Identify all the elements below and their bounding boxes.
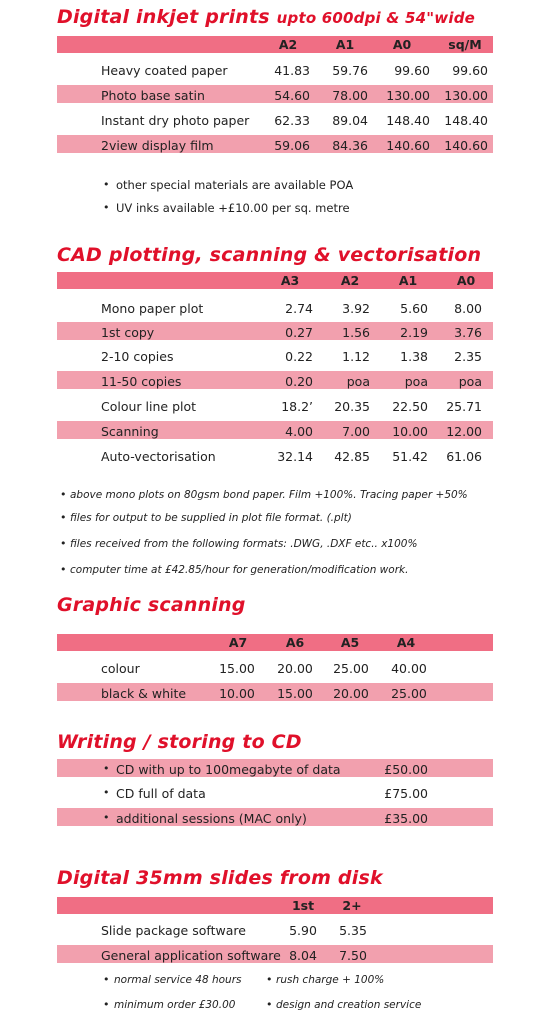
cad-note: computer time at £42.85/hour for generation/modification work. (70, 564, 409, 576)
bullet-dot: • (103, 178, 110, 191)
graphic-col-a5: A5 (340, 635, 360, 650)
slides-note: normal service 48 hours (114, 974, 242, 986)
graphic-col-a7: A7 (228, 635, 248, 650)
graphic-cell: 40.00 (391, 661, 427, 676)
inkjet-cell: 140.60 (386, 138, 430, 153)
bullet-dot: • (60, 563, 67, 576)
cad-cell: 42.85 (334, 449, 370, 464)
cad-cell: 1.56 (342, 325, 370, 340)
graphic-col-a6: A6 (285, 635, 305, 650)
inkjet-col-a1: A1 (335, 37, 355, 52)
cd-row-label: additional sessions (MAC only) (116, 811, 307, 826)
bullet-dot: • (103, 973, 110, 986)
slides-title: Digital 35mm slides from disk (57, 867, 383, 889)
cad-row-label: 1st copy (101, 325, 155, 340)
graphic-cell: 15.00 (219, 661, 255, 676)
inkjet-cell: 84.36 (332, 138, 368, 153)
cad-cell: 1.12 (342, 349, 370, 364)
inkjet-col-sqm: sq/M (448, 37, 482, 52)
slides-col-2plus: 2+ (342, 898, 362, 913)
inkjet-cell: 59.06 (274, 138, 310, 153)
inkjet-col-a0: A0 (392, 37, 412, 52)
cad-cell: 61.06 (446, 449, 482, 464)
inkjet-row-label: Photo base satin (101, 88, 205, 103)
cd-title: Writing / storing to CD (57, 731, 302, 753)
cad-row-label: Auto-vectorisation (101, 449, 216, 464)
cad-cell: 22.50 (392, 399, 428, 414)
graphic-cell: 20.00 (333, 686, 369, 701)
cad-cell: 25.71 (446, 399, 482, 414)
slides-note: minimum order £30.00 (114, 999, 236, 1011)
graphic-col-a4: A4 (396, 635, 416, 650)
bullet-dot: • (266, 998, 273, 1011)
cad-cell: poa (404, 374, 428, 389)
cad-title: CAD plotting, scanning & vectorisation (57, 244, 482, 266)
cad-row-label: 11-50 copies (101, 374, 182, 389)
inkjet-cell: 62.33 (274, 113, 310, 128)
cad-note: above mono plots on 80gsm bond paper. Film +100%. Tracing paper +50% (70, 489, 468, 501)
inkjet-cell: 130.00 (444, 88, 488, 103)
cad-note: files for output to be supplied in plot file format. (.plt) (70, 512, 352, 524)
cad-row-label: 2-10 copies (101, 349, 174, 364)
inkjet-cell: 89.04 (332, 113, 368, 128)
cad-cell: 12.00 (446, 424, 482, 439)
graphic-cell: 20.00 (277, 661, 313, 676)
bullet-dot: • (60, 488, 67, 501)
inkjet-title: Digital inkjet prints upto 600dpi & 54"wide (57, 6, 476, 28)
inkjet-cell: 59.76 (332, 63, 368, 78)
cad-col-a1: A1 (398, 273, 418, 288)
cad-cell: 0.27 (285, 325, 313, 340)
bullet-dot: • (103, 998, 110, 1011)
cad-cell: 0.22 (285, 349, 313, 364)
slides-cell: 7.50 (339, 948, 367, 963)
cad-cell: poa (346, 374, 370, 389)
cad-row-label: Scanning (101, 424, 159, 439)
inkjet-cell: 99.60 (394, 63, 430, 78)
inkjet-cell: 130.00 (386, 88, 430, 103)
graphic-cell: 10.00 (219, 686, 255, 701)
inkjet-col-a2: A2 (278, 37, 298, 52)
graphic-title: Graphic scanning (57, 594, 246, 616)
inkjet-row-label: Instant dry photo paper (101, 113, 250, 128)
inkjet-cell: 99.60 (452, 63, 488, 78)
inkjet-cell: 140.60 (444, 138, 488, 153)
bullet-dot: • (266, 973, 273, 986)
slides-row-label: General application software (101, 948, 281, 963)
cad-cell: 0.20 (285, 374, 313, 389)
cd-row-label: CD full of data (116, 786, 206, 801)
slides-note: design and creation service (276, 999, 422, 1011)
cad-cell: 32.14 (277, 449, 313, 464)
inkjet-cell: 148.40 (386, 113, 430, 128)
inkjet-cell: 148.40 (444, 113, 488, 128)
bullet-dot: • (103, 201, 110, 214)
slides-note: rush charge + 100% (276, 974, 385, 986)
slides-row-label: Slide package software (101, 923, 246, 938)
slides-col-1st: 1st (291, 898, 315, 913)
inkjet-note: other special materials are available POA (116, 178, 354, 192)
inkjet-cell: 54.60 (274, 88, 310, 103)
slides-cell: 8.04 (289, 948, 317, 963)
cad-cell: poa (458, 374, 482, 389)
cad-note: files received from the following formats: .DWG, .DXF etc.. x100% (70, 538, 418, 550)
inkjet-row-label: 2view display film (101, 138, 214, 153)
cad-cell: 3.76 (454, 325, 482, 340)
graphic-cell: 25.00 (333, 661, 369, 676)
cd-price: £35.00 (384, 811, 428, 826)
graphic-cell: 25.00 (391, 686, 427, 701)
cad-cell: 1.38 (400, 349, 428, 364)
cad-cell: 51.42 (392, 449, 428, 464)
inkjet-note: UV inks available +£10.00 per sq. metre (116, 201, 350, 215)
cad-cell: 8.00 (454, 301, 482, 316)
slides-cell: 5.90 (289, 923, 317, 938)
bullet-dot: • (103, 786, 110, 799)
cad-cell: 18.2’ (281, 399, 313, 414)
cd-row-label: CD with up to 100megabyte of data (116, 762, 341, 777)
cad-cell: 2.74 (285, 301, 313, 316)
cad-cell: 2.19 (400, 325, 428, 340)
graphic-row-label: colour (101, 661, 140, 676)
slides-header-band (57, 897, 493, 914)
cad-row-label: Colour line plot (101, 399, 197, 414)
cad-col-a3: A3 (280, 273, 300, 288)
cd-price: £75.00 (384, 786, 428, 801)
inkjet-cell: 41.83 (274, 63, 310, 78)
cd-price: £50.00 (384, 762, 428, 777)
cad-cell: 7.00 (342, 424, 370, 439)
bullet-dot: • (60, 511, 67, 524)
cad-cell: 4.00 (285, 424, 313, 439)
cad-col-a2: A2 (340, 273, 360, 288)
cad-cell: 20.35 (334, 399, 370, 414)
slides-cell: 5.35 (339, 923, 367, 938)
inkjet-subtitle: upto 600dpi & 54"wide (276, 9, 476, 27)
inkjet-cell: 78.00 (332, 88, 368, 103)
graphic-cell: 15.00 (277, 686, 313, 701)
inkjet-row-label: Heavy coated paper (101, 63, 228, 78)
bullet-dot: • (103, 762, 110, 775)
bullet-dot: • (60, 537, 67, 550)
cad-col-a0: A0 (456, 273, 476, 288)
cad-cell: 2.35 (454, 349, 482, 364)
cad-cell: 3.92 (342, 301, 370, 316)
cad-row-label: Mono paper plot (101, 301, 204, 316)
cad-cell: 10.00 (392, 424, 428, 439)
bullet-dot: • (103, 811, 110, 824)
graphic-row-label: black & white (101, 686, 187, 701)
cad-cell: 5.60 (400, 301, 428, 316)
